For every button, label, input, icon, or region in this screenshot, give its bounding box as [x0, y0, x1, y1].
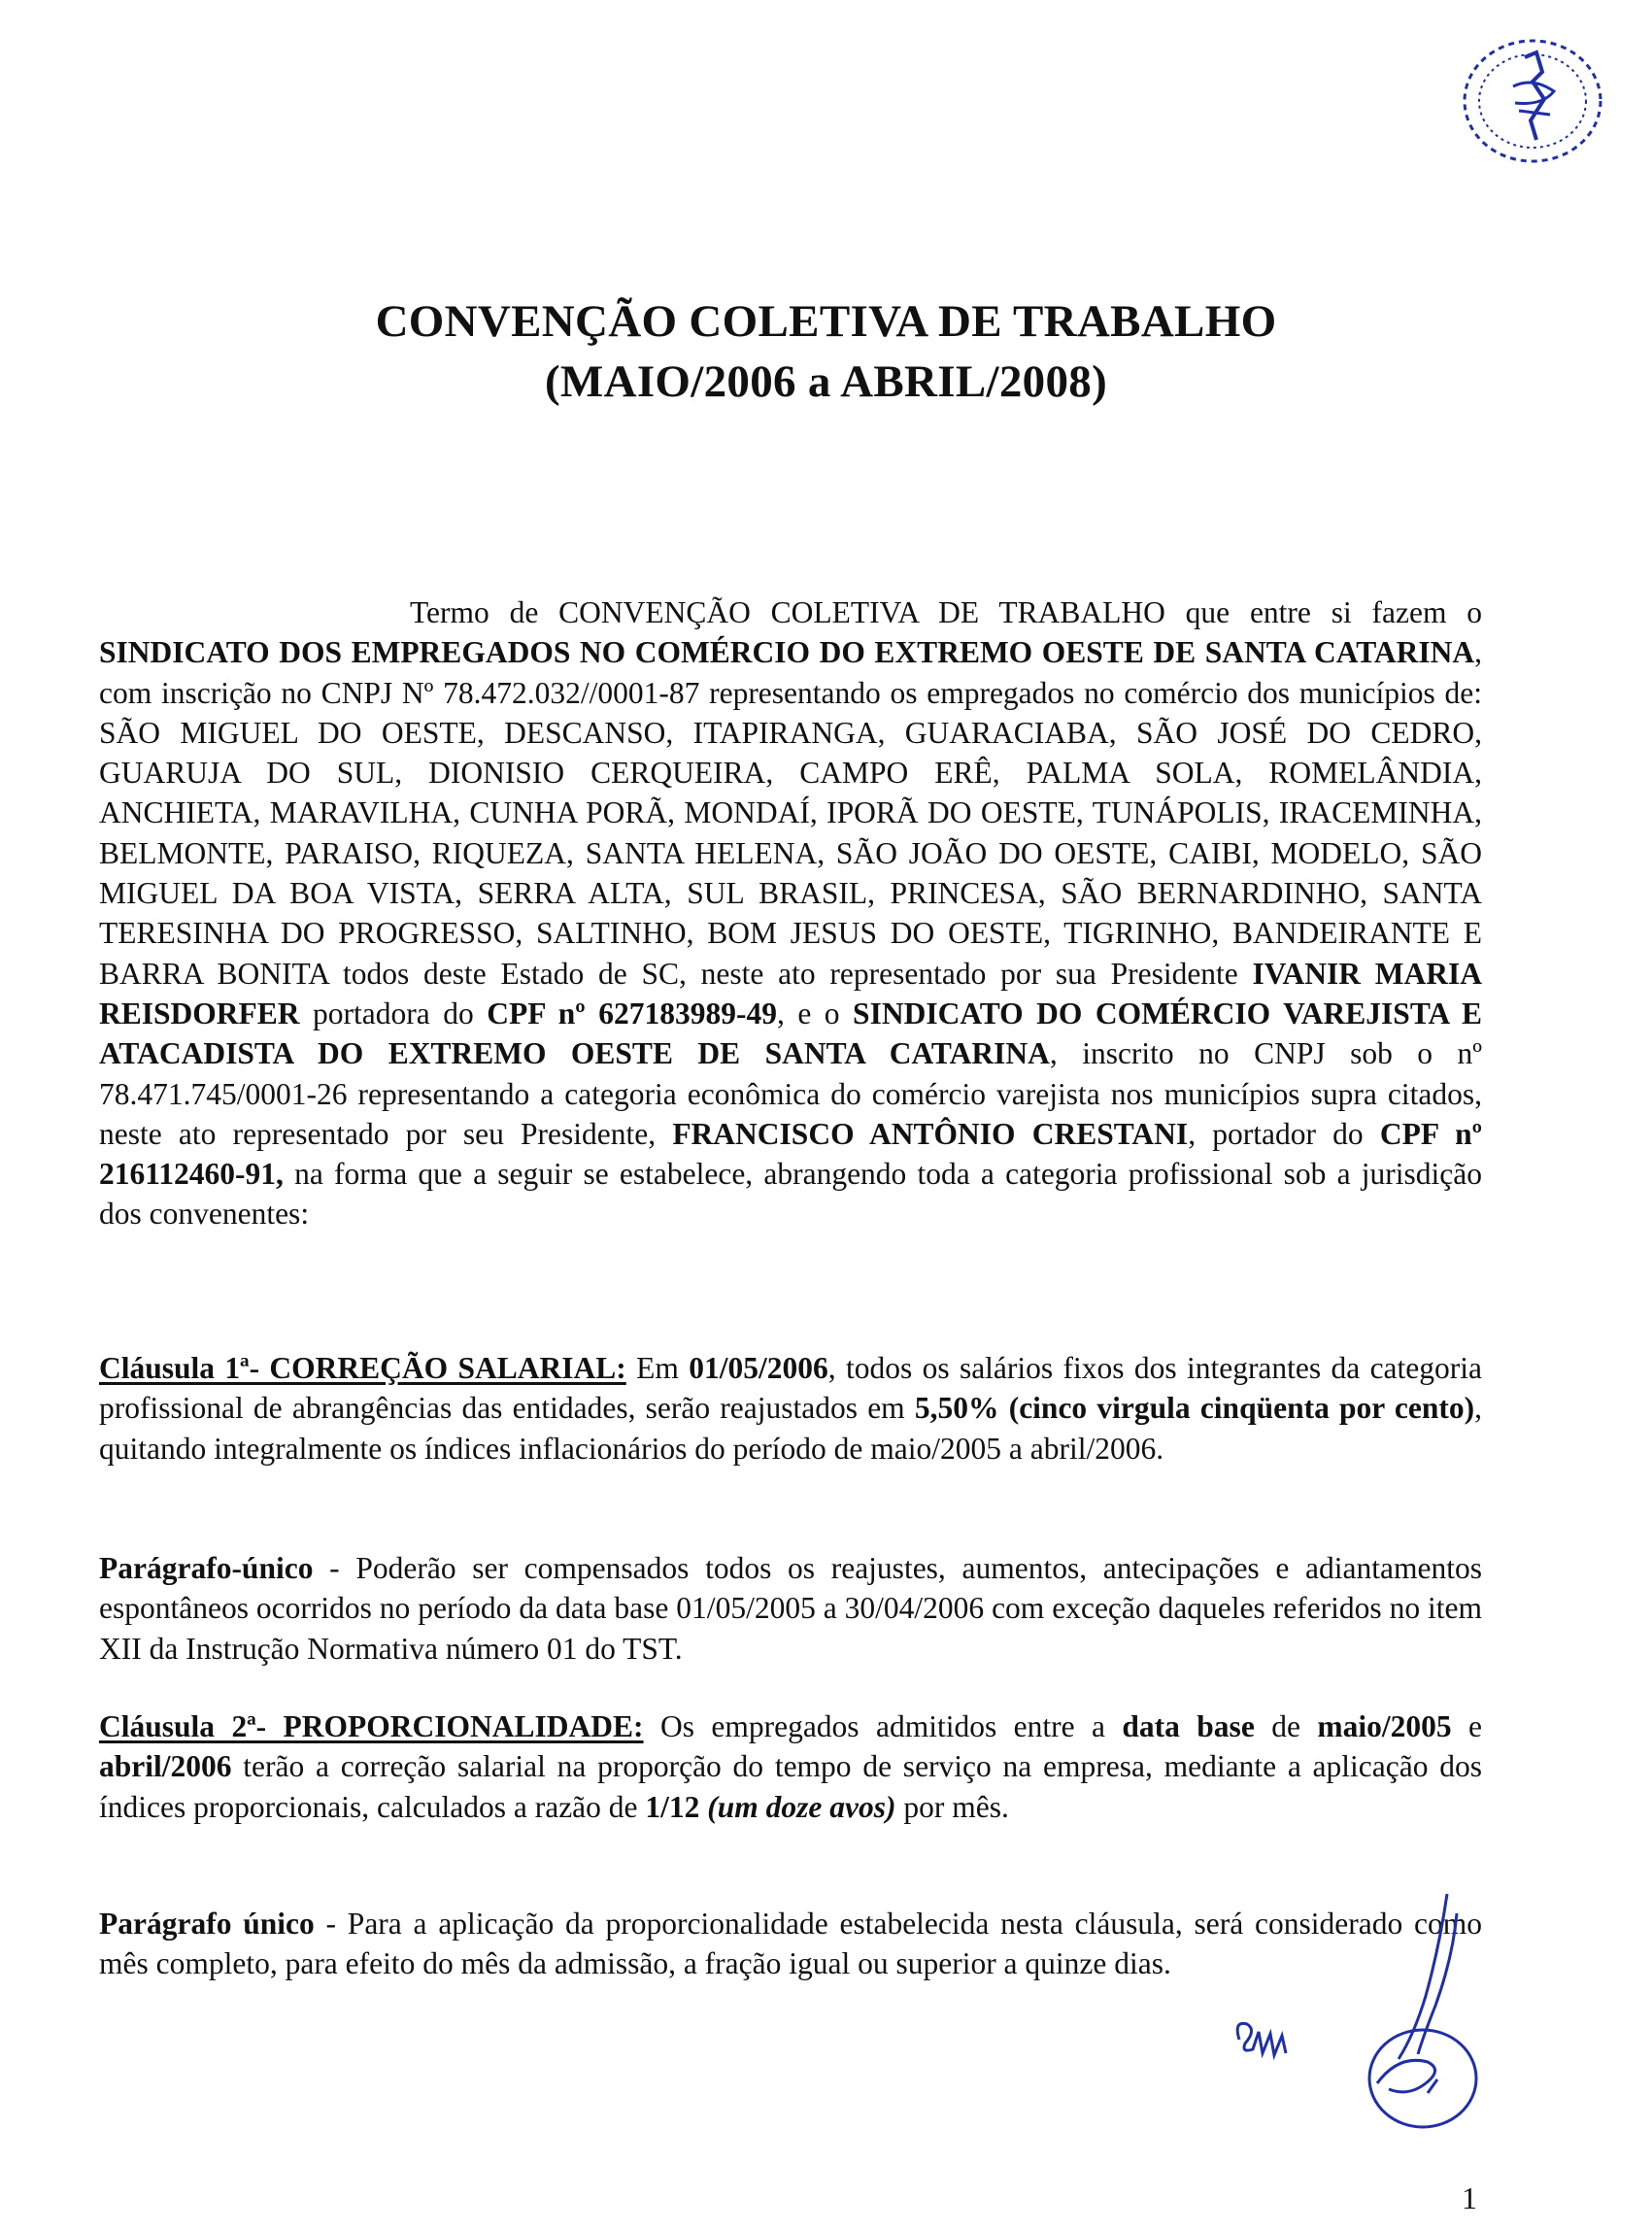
initials-signature [1231, 2010, 1309, 2069]
clause-2-paragraph: Parágrafo único - Para a aplicação da proporcionalidade estabelecida nesta cláusula, será considerado como mês completo, para efeito do mês da admissão, a fração igual ou superior a quinze dias. [99, 1907, 1482, 1981]
signature [1331, 1889, 1505, 2132]
clause-1-heading: Cláusula 1ª- CORREÇÃO SALARIAL: [99, 1351, 626, 1385]
clause-1-paragraph: Parágrafo-único - Poderão ser compensados todos os reajustes, aumentos, antecipações e adiantamentos espontâneos ocorridos no período da data base 01/05/2005 a 30/04/2006 com exceção daqueles referidos no item XII da Instrução Normativa número 01 do TST. [99, 1551, 1482, 1666]
document-title [0, 291, 1652, 412]
clause-2: Cláusula 2ª- PROPORCIONALIDADE: Os empregados admitidos entre a data base de maio/2005 e abril/2006 terão a correção salarial na proporção do tempo de serviço na empresa, mediante a aplicação dos índices proporcionais, calculados a razão de 1/12 (um doze avos) por mês. [99, 1709, 1482, 1824]
clause-1-paragraph-heading: Parágrafo-único [99, 1551, 314, 1585]
page-number: 1 [1462, 2180, 1477, 2215]
clause-1: Cláusula 1ª- CORREÇÃO SALARIAL: Em 01/05/2006, todos os salários fixos dos integrantes da categoria profissional de abrangências das entidades, serão reajustados em 5,50% (cinco virgula cinqüenta por cento), quitando integralmente os índices inflacionários do período de maio/2005 a abril/2006. [99, 1351, 1482, 1466]
clause-2-heading: Cláusula 2ª- PROPORCIONALIDADE: [99, 1709, 644, 1743]
title-line-2: (MAIO/2006 a ABRIL/2008) [544, 356, 1108, 407]
title-line-1: CONVENÇÃO COLETIVA DE TRABALHO [375, 296, 1277, 347]
intro-paragraph: Termo de CONVENÇÃO COLETIVA DE TRABALHO que entre si fazem o SINDICATO DOS EMPREGADOS NO COMÉRCIO DO EXTREMO OESTE DE SANTA CATARINA, com inscrição no CNPJ Nº 78.472.032//0001-87 representando os empregados no comércio dos municípios de: SÃO MIGUEL DO OESTE, DESCANSO, ITAPIRANGA, GUARACIABA, SÃO JOSÉ DO CEDRO, GUARUJA DO SUL, DIONISIO CERQUEIRA, CAMPO ERÊ, PALMA SOLA, ROMELÂNDIA, ANCHIETA, MARAVILHA, CUNHA PORÃ, MONDAÍ, IPORÃ DO OESTE, TUNÁPOLIS, IRACEMINHA, BELMONTE, PARAISO, RIQUEZA, SANTA HELENA, SÃO JOÃO DO OESTE, CAIBI, MODELO, SÃO MIGUEL DA BOA VISTA, SERRA ALTA, SUL BRASIL, PRINCESA, SÃO BERNARDINHO, SANTA TERESINHA DO PROGRESSO, SALTINHO, BOM JESUS DO OESTE, TIGRINHO, BANDEIRANTE E BARRA BONITA todos deste Estado de SC, neste ato representado por sua Presidente IVANIR MARIA REISDORFER portadora do CPF nº 627183989-49, e o SINDICATO DO COMÉRCIO VAREJISTA E ATACADISTA DO EXTREMO OESTE DE SANTA CATARINA, inscrito no CNPJ sob o nº 78.471.745/0001-26 representando a categoria econômica do comércio varejista nos municípios supra citados, neste ato representado por seu Presidente, FRANCISCO ANTÔNIO CRESTANI, portador do CPF nº 216112460-91, na forma que a seguir se estabelece, abrangendo toda a categoria profissional sob a jurisdição dos convenentes: [99, 595, 1483, 1232]
clause-2-paragraph-heading: Parágrafo único [99, 1907, 315, 1941]
union-seal-stamp [1435, 14, 1630, 188]
